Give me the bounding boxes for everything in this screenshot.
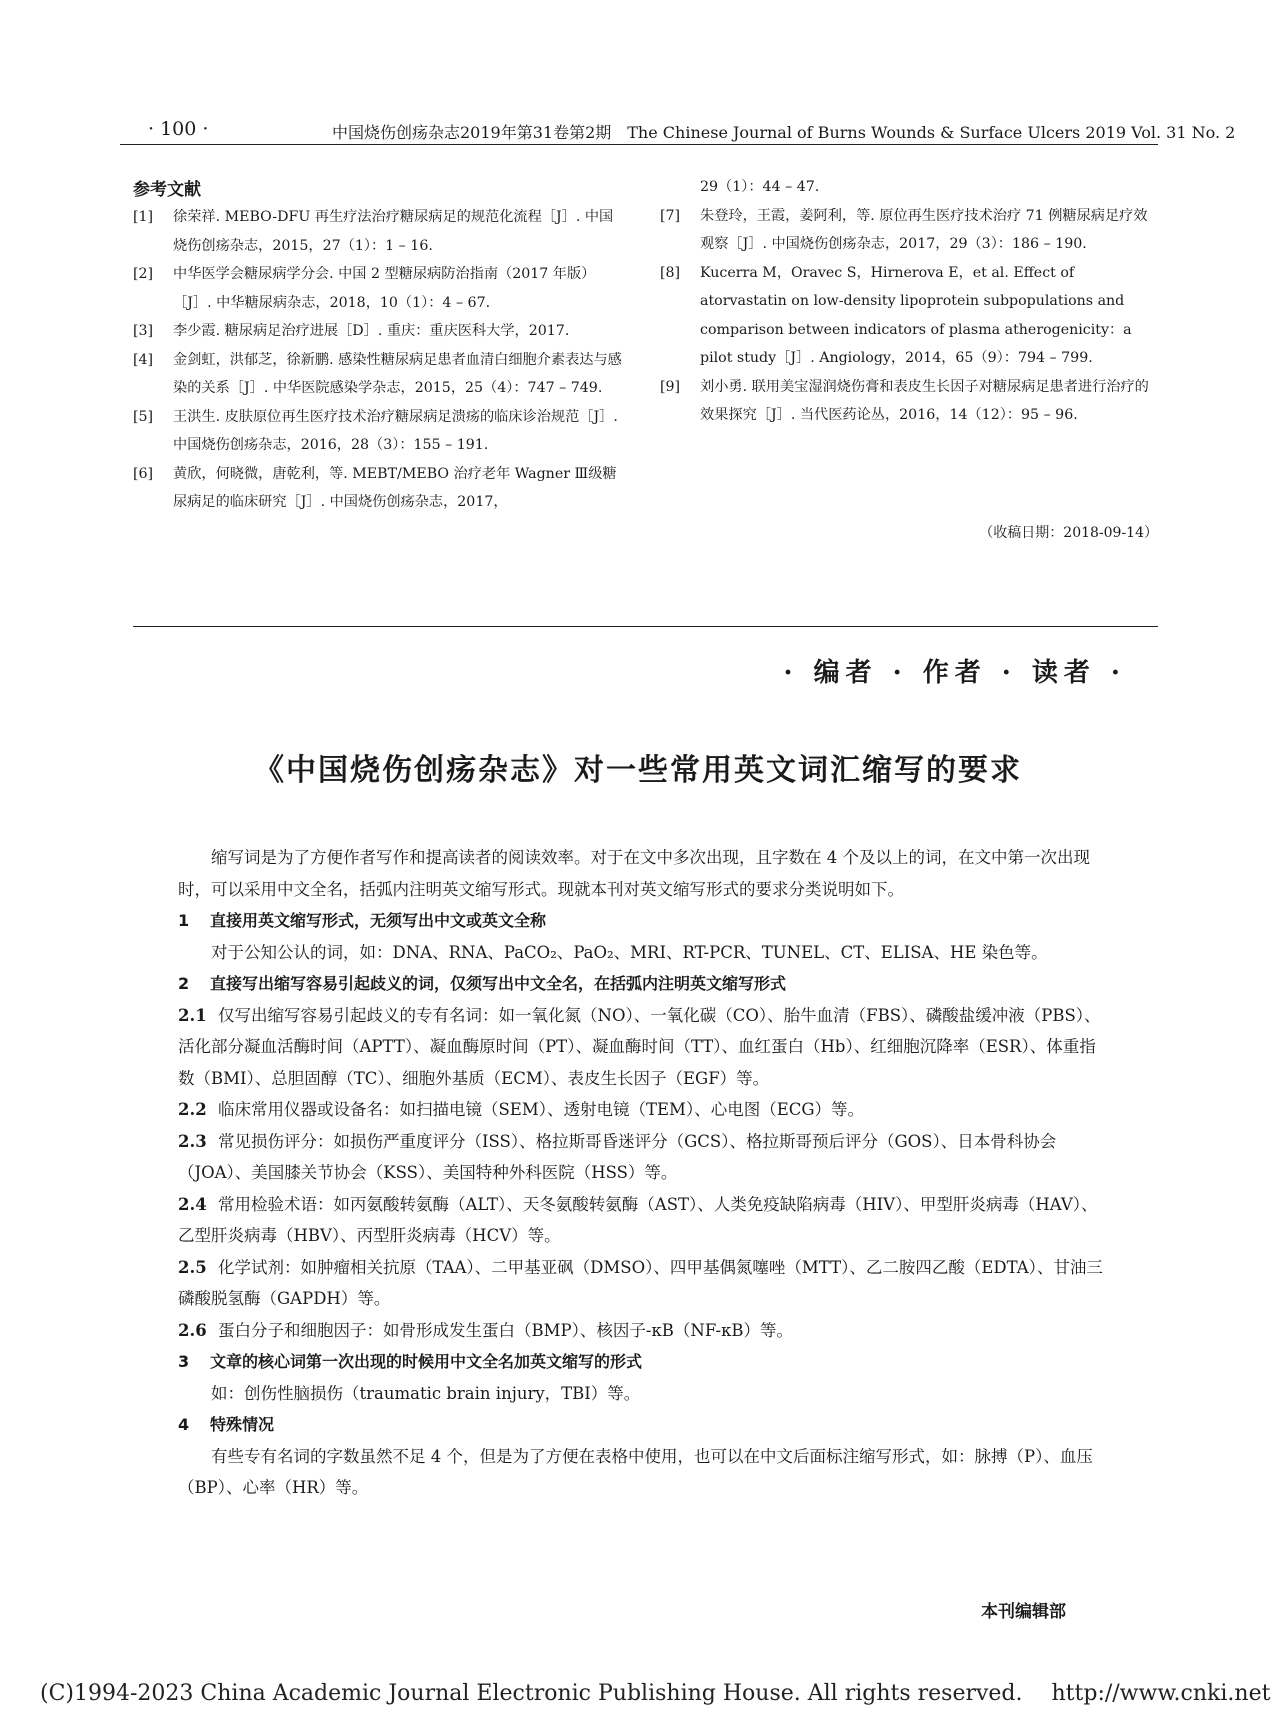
reference-number: [6]: [133, 465, 154, 482]
reference-text: 徐荣祥. MEBO-DFU 再生疗法治疗糖尿病足的规范化流程［J］. 中国烧伤创疡杂志，2015，27（1）：1 – 16.: [173, 209, 614, 254]
article-body: [178, 842, 1106, 1504]
section-number: 3: [178, 1352, 190, 1371]
section-title: 特殊情况: [210, 1415, 275, 1434]
subsection-number: 2.5: [178, 1257, 207, 1277]
reference-item: [133, 203, 623, 260]
reference-text: 金剑虹，洪郁芝，徐新鹏. 感染性糖尿病足患者血清白细胞介素表达与感染的关系［J］. 中华医院感染学杂志，2015，25（4）：747 – 749.: [173, 351, 622, 396]
reference-item: [660, 373, 1158, 430]
subsection-text: 蛋白分子和细胞因子：如骨形成发生蛋白（BMP）、核因子-κB（NF-κB）等。: [218, 1320, 794, 1340]
section-heading: [178, 1346, 1106, 1378]
section-number: 4: [178, 1415, 190, 1434]
reference-number: [1]: [133, 209, 154, 225]
section-divider: [133, 626, 1158, 627]
subsection-paragraph: [178, 1252, 1106, 1315]
references-left-column: [133, 203, 623, 517]
subsection-text: 常见损伤评分：如损伤严重度评分（ISS）、格拉斯哥昏迷评分（GCS）、格拉斯哥预后评分（GOS）、日本骨科协会（JOA）、美国膝关节协会（KSS）、美国特种外科医院（HSS）等。: [178, 1131, 1057, 1182]
subsection-paragraph: [178, 1315, 1106, 1347]
subsection-paragraph: [178, 1000, 1106, 1095]
section-heading: [178, 1409, 1106, 1441]
reference-number: [5]: [133, 408, 154, 425]
running-header: 中国烧伤创疡杂志2019年第31卷第2期 The Chinese Journal of Burns Wounds & Surface Ulcers 2019 Vol. 31 No. 2: [332, 123, 1236, 142]
reference-item: [660, 202, 1158, 259]
reference-item: [133, 317, 623, 346]
subsection-number: 2.4: [178, 1194, 207, 1214]
reference-number: [3]: [133, 323, 154, 339]
section-heading: [178, 905, 1106, 937]
references-heading: 参考文献: [133, 180, 201, 200]
section-title: 直接用英文缩写形式，无须写出中文或英文全称: [210, 911, 547, 930]
reference-text: 李少霞. 糖尿病足治疗进展［D］. 重庆：重庆医科大学，2017.: [173, 323, 570, 339]
section-paragraph: 如：创伤性脑损伤（traumatic brain injury，TBI）等。: [211, 1383, 641, 1403]
reference-text: Kucerra M，Oravec S，Hirnerova E，et al. Effect of atorvastatin on low-density lipoprotein subpopulations and comparison between indicators of plasma atherogenicity：a pilot study［J］. Angiology，2014，65（9）：794 – 799.: [700, 264, 1132, 366]
subsection-number: 2.3: [178, 1131, 207, 1151]
reference-number: [8]: [660, 264, 681, 281]
reference-continuation: 29（1）：44 – 47.: [700, 179, 820, 195]
reference-item: [133, 346, 623, 403]
copyright-footer: (C)1994-2023 China Academic Journal Electronic Publishing House. All rights reserved. http://www.cnki.net: [40, 1681, 1271, 1706]
reference-text: 朱登玲，王霞，姜阿利，等. 原位再生医疗技术治疗 71 例糖尿病足疗效观察［J］. 中国烧伤创疡杂志，2017，29（3）：186 – 190.: [700, 207, 1148, 252]
article-title: 《中国烧伤创疡杂志》对一些常用英文词汇缩写的要求: [254, 753, 1022, 788]
subsection-text: 临床常用仪器或设备名：如扫描电镜（SEM）、透射电镜（TEM）、心电图（ECG）等。: [218, 1100, 865, 1119]
subsection-text: 常用检验术语：如丙氨酸转氨酶（ALT）、天冬氨酸转氨酶（AST）、人类免疫缺陷病毒（HIV）、甲型肝炎病毒（HAV）、乙型肝炎病毒（HBV）、丙型肝炎病毒（HCV）等。: [178, 1194, 1098, 1245]
subsection-number: 2.6: [178, 1320, 207, 1340]
received-date: （收稿日期：2018-09-14）: [979, 525, 1158, 541]
subsection-text: 化学试剂：如肿瘤相关抗原（TAA）、二甲基亚砜（DMSO）、四甲基偶氮噻唑（MTT）、乙二胺四乙酸（EDTA）、甘油三磷酸脱氢酶（GAPDH）等。: [178, 1257, 1103, 1308]
section-number: 1: [178, 911, 190, 930]
header-divider: [120, 144, 1158, 145]
reference-number: [9]: [660, 378, 681, 395]
reference-text: 黄欣，何晓微，唐乾利，等. MEBT/MEBO 治疗老年 Wagner Ⅲ级糖尿病足的临床研究［J］. 中国烧伤创疡杂志，2017，: [173, 465, 617, 510]
reference-number: [2]: [133, 266, 154, 282]
section-title: 直接写出缩写容易引起歧义的词，仅须写出中文全名，在括弧内注明英文缩写形式: [210, 974, 787, 993]
reference-number: [4]: [133, 351, 154, 368]
subsection-text: 仅写出缩写容易引起歧义的专有名词：如一氧化氮（NO）、一氧化碳（CO）、胎牛血清（FBS）、磷酸盐缓冲液（PBS）、活化部分凝血活酶时间（APTT）、凝血酶原时间（PT）、凝血酶时间（TT）、血红蛋白（Hb）、红细胞沉降率（ESR）、体重指数（BMI）、总胆固醇（TC）、细胞外基质（ECM）、表皮生长因子（EGF）等。: [178, 1005, 1101, 1088]
column-name: · 编者 · 作者 · 读者 ·: [783, 658, 1126, 688]
reference-item: [133, 260, 623, 317]
section-heading: [178, 968, 1106, 1000]
intro-paragraph: 缩写词是为了方便作者写作和提高读者的阅读效率。对于在文中多次出现，且字数在 4 个及以上的词，在文中第一次出现时，可以采用中文全名，括弧内注明英文缩写形式。现就本刊对英文缩写形式的要求分类说明如下。: [178, 848, 1090, 899]
reference-item: [660, 259, 1158, 373]
subsection-number: 2.2: [178, 1100, 207, 1119]
reference-item: [133, 403, 623, 460]
reference-text: 王洪生. 皮肤原位再生医疗技术治疗糖尿病足溃疡的临床诊治规范［J］. 中国烧伤创疡杂志，2016，28（3）：155 – 191.: [173, 408, 618, 453]
subsection-paragraph: [178, 1189, 1106, 1252]
reference-item: [133, 460, 623, 517]
section-paragraph: 对于公知公认的词，如：DNA、RNA、PaCO₂、PaO₂、MRI、RT-PCR、TUNEL、CT、ELISA、HE 染色等。: [211, 942, 1048, 962]
reference-text: 中华医学会糖尿病学分会. 中国 2 型糖尿病防治指南（2017 年版）［J］. 中华糖尿病杂志，2018，10（1）：4 – 67.: [173, 266, 596, 311]
section-number: 2: [178, 974, 190, 993]
subsection-paragraph: [178, 1094, 1106, 1126]
reference-number: [7]: [660, 207, 681, 224]
page-number: · 100 ·: [148, 118, 209, 140]
editorial-signature: 本刊编辑部: [981, 1602, 1066, 1622]
section-title: 文章的核心词第一次出现的时候用中文全名加英文缩写的形式: [210, 1352, 643, 1371]
references-right-column: [660, 173, 1158, 430]
subsection-paragraph: [178, 1126, 1106, 1189]
subsection-number: 2.1: [178, 1005, 207, 1025]
reference-text: 刘小勇. 联用美宝湿润烧伤膏和表皮生长因子对糖尿病足患者进行治疗的效果探究［J］. 当代医药论丛，2016，14（12）：95 – 96.: [700, 378, 1149, 423]
section-paragraph: 有些专有名词的字数虽然不足 4 个，但是为了方便在表格中使用，也可以在中文后面标注缩写形式，如：脉搏（P）、血压（BP）、心率（HR）等。: [178, 1446, 1093, 1497]
